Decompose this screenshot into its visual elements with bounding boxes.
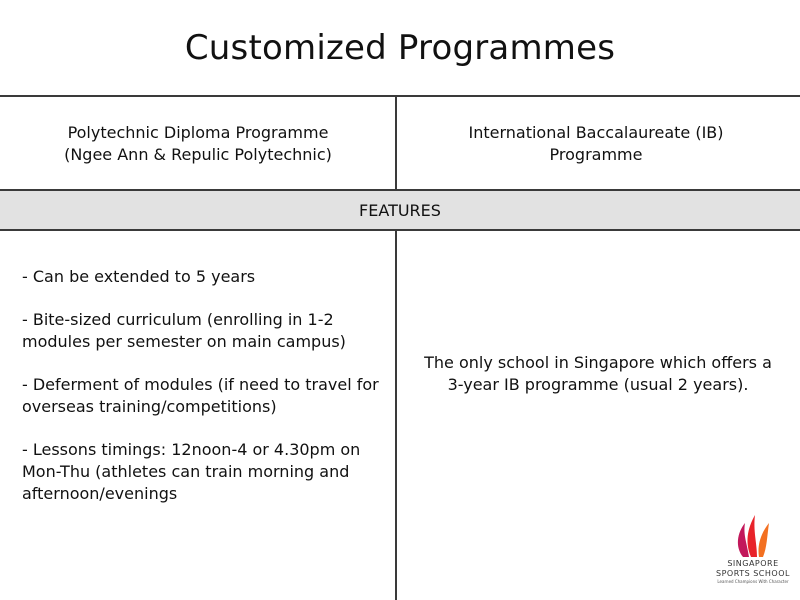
flame-logo-icon (733, 513, 773, 559)
feature-line: The only school in Singapore which offers a (424, 353, 772, 372)
list-item: - Deferment of modules (if need to travel for overseas training/competitions) (22, 375, 379, 416)
heading-line: International Baccalaureate (IB) (468, 122, 724, 142)
logo-line-2: SPORTS SCHOOL (716, 569, 790, 578)
heading-line: (Ngee Ann & Repulic Polytechnic) (64, 144, 332, 164)
ib-features-text (400, 352, 796, 396)
list-item: - Lessons timings: 12noon-4 or 4.30pm on Mon-Thu (athletes can train morning and afternoon/evenings (22, 440, 361, 503)
divider-title (0, 95, 800, 97)
column-divider-bottom (395, 231, 397, 600)
column-heading-polytechnic (0, 98, 396, 189)
column-divider-top (395, 96, 397, 190)
list-item: - Bite-sized curriculum (enrolling in 1-2 modules per semester on main campus) (22, 310, 346, 351)
logo-line-1: SINGAPORE (727, 559, 779, 568)
polytechnic-features-list (22, 266, 390, 526)
school-logo (710, 513, 796, 595)
page-title: Customized Programmes (184, 28, 616, 68)
feature-line: 3-year IB programme (usual 2 years). (447, 375, 749, 394)
divider-features (0, 229, 800, 231)
list-item: - Can be extended to 5 years (22, 267, 256, 286)
heading-line: Programme (549, 144, 643, 164)
heading-line: Polytechnic Diploma Programme (67, 122, 329, 142)
column-heading-ib (398, 98, 794, 189)
logo-tagline: Learned Champions With Character (717, 579, 789, 584)
features-header: FEATURES (0, 191, 800, 229)
